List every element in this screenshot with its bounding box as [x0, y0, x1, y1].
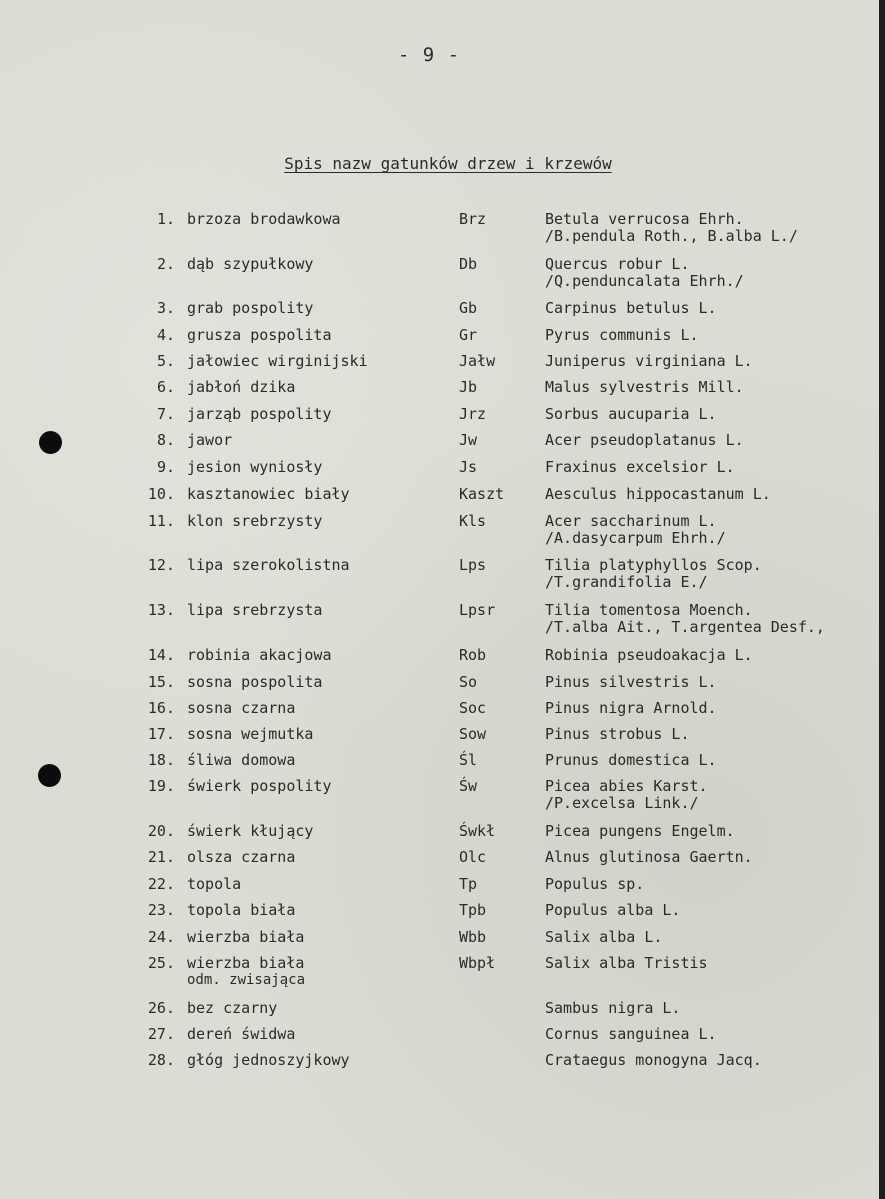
species-abbreviation: Soc — [459, 699, 487, 717]
latin-name — [545, 327, 699, 344]
latin-name — [545, 1000, 680, 1017]
species-abbreviation: Lpsr — [459, 601, 496, 619]
latin-name — [545, 700, 717, 717]
polish-name — [187, 726, 313, 743]
species-number: 21. — [147, 848, 175, 866]
latin-name-text: Picea pungens Engelm. — [545, 822, 735, 840]
species-abbreviation: Kaszt — [459, 485, 505, 503]
species-number: 15. — [147, 673, 175, 691]
species-number: 18. — [147, 751, 175, 769]
polish-name-text: klon srebrzysty — [187, 512, 323, 530]
polish-name — [187, 557, 350, 574]
latin-name-text: Betula verrucosa Ehrh. — [545, 210, 744, 228]
polish-name — [187, 1052, 350, 1069]
species-abbreviation: Śwkł — [459, 822, 496, 840]
polish-name — [187, 256, 313, 273]
polish-name — [187, 300, 313, 317]
latin-name-text: Aesculus hippocastanum L. — [545, 485, 771, 503]
latin-name — [545, 211, 798, 245]
latin-synonym: /A.dasycarpum Ehrh./ — [545, 529, 726, 547]
species-number: 19. — [147, 777, 175, 795]
page-number: - 9 - — [397, 44, 461, 66]
latin-name-text: Juniperus virginiana L. — [545, 352, 753, 370]
species-number: 26. — [147, 999, 175, 1017]
latin-name — [545, 752, 717, 769]
latin-name-text: Populus sp. — [545, 875, 645, 893]
polish-name-text: lipa szerokolistna — [187, 556, 350, 574]
latin-name — [545, 406, 717, 423]
species-number: 4. — [156, 326, 175, 344]
species-number: 10. — [147, 485, 175, 503]
latin-name — [545, 647, 753, 664]
polish-name-text: grab pospolity — [187, 299, 314, 317]
species-number: 6. — [156, 378, 175, 396]
polish-name — [187, 752, 295, 769]
latin-name-text: Alnus glutinosa Gaertn. — [545, 848, 753, 866]
species-abbreviation: Wbpł — [459, 954, 496, 972]
polish-name-text: topola biała — [187, 901, 296, 919]
polish-name — [187, 432, 232, 449]
latin-name — [545, 1026, 717, 1043]
species-number: 28. — [147, 1051, 175, 1069]
species-abbreviation: Jw — [459, 431, 478, 449]
page-title: Spis nazw gatunków drzew i krzewów — [284, 154, 612, 173]
species-abbreviation: Św — [459, 777, 478, 795]
species-abbreviation: Jałw — [459, 352, 496, 370]
species-number: 23. — [147, 901, 175, 919]
polish-name-variant: odm. zwisająca — [187, 972, 306, 988]
species-abbreviation: Tp — [459, 875, 478, 893]
latin-synonym: /Q.penduncalata Ehrh./ — [545, 272, 744, 290]
latin-name-text: Robinia pseudoakacja L. — [545, 646, 753, 664]
latin-name-text: Tilia platyphyllos Scop. — [545, 556, 762, 574]
latin-name — [545, 778, 708, 812]
polish-name — [187, 327, 332, 344]
latin-name — [545, 602, 825, 636]
polish-name — [187, 955, 305, 989]
latin-name — [545, 902, 680, 919]
polish-name — [187, 778, 332, 795]
polish-name-text: kasztanowiec biały — [187, 485, 350, 503]
species-number: 7. — [156, 405, 175, 423]
polish-name — [187, 459, 322, 476]
species-abbreviation: Jb — [459, 378, 478, 396]
latin-name-text: Picea abies Karst. — [545, 777, 708, 795]
polish-name-text: lipa srebrzysta — [187, 601, 323, 619]
latin-name — [545, 876, 644, 893]
latin-name — [545, 955, 708, 972]
polish-name-text: dereń świdwa — [187, 1025, 296, 1043]
polish-name — [187, 902, 295, 919]
species-abbreviation: Śl — [459, 751, 478, 769]
latin-name-text: Malus sylvestris Mill. — [545, 378, 744, 396]
latin-name — [545, 379, 744, 396]
latin-name-text: Crataegus monogyna Jacq. — [545, 1051, 762, 1069]
latin-name-text: Carpinus betulus L. — [545, 299, 717, 317]
latin-name-text: Salix alba Tristis — [545, 954, 708, 972]
polish-name — [187, 1026, 295, 1043]
species-number: 12. — [147, 556, 175, 574]
species-number: 25. — [147, 954, 175, 972]
polish-name-text: śliwa domowa — [187, 751, 296, 769]
species-abbreviation: Tpb — [459, 901, 487, 919]
species-abbreviation: So — [459, 673, 478, 691]
latin-name — [545, 353, 753, 370]
polish-name-text: topola — [187, 875, 242, 893]
polish-name — [187, 379, 295, 396]
latin-name — [545, 823, 735, 840]
species-abbreviation: Brz — [459, 210, 487, 228]
latin-name-text: Sambus nigra L. — [545, 999, 681, 1017]
polish-name-text: jałowiec wirginijski — [187, 352, 368, 370]
polish-name — [187, 211, 341, 228]
latin-name — [545, 486, 771, 503]
species-number: 3. — [156, 299, 175, 317]
latin-name-text: Pinus silvestris L. — [545, 673, 717, 691]
polish-name-text: jesion wyniosły — [187, 458, 323, 476]
species-abbreviation: Gr — [459, 326, 478, 344]
polish-name-text: jawor — [187, 431, 233, 449]
polish-name-text: świerk kłujący — [187, 822, 314, 840]
species-number: 13. — [147, 601, 175, 619]
latin-name — [545, 557, 762, 591]
species-number: 1. — [156, 210, 175, 228]
polish-name-text: świerk pospolity — [187, 777, 332, 795]
latin-name-text: Salix alba L. — [545, 928, 663, 946]
polish-name — [187, 849, 295, 866]
polish-name-text: brzoza brodawkowa — [187, 210, 341, 228]
species-number: 17. — [147, 725, 175, 743]
polish-name-text: bez czarny — [187, 999, 278, 1017]
polish-name-text: dąb szypułkowy — [187, 255, 314, 273]
polish-name — [187, 876, 241, 893]
latin-name-text: Pinus strobus L. — [545, 725, 690, 743]
latin-name — [545, 300, 717, 317]
polish-name-text: wierzba biała — [187, 954, 305, 972]
species-number: 2. — [156, 255, 175, 273]
latin-name-text: Acer saccharinum L. — [545, 512, 717, 530]
latin-name-text: Tilia tomentosa Moench. — [545, 601, 753, 619]
latin-name — [545, 726, 690, 743]
species-abbreviation: Olc — [459, 848, 487, 866]
polish-name — [187, 929, 304, 946]
polish-name — [187, 486, 350, 503]
latin-name — [545, 513, 726, 547]
species-number: 20. — [147, 822, 175, 840]
latin-name-text: Pinus nigra Arnold. — [545, 699, 717, 717]
latin-name — [545, 432, 744, 449]
species-number: 5. — [156, 352, 175, 370]
species-number: 9. — [156, 458, 175, 476]
polish-name — [187, 647, 332, 664]
polish-name-text: grusza pospolita — [187, 326, 332, 344]
polish-name-text: sosna wejmutka — [187, 725, 314, 743]
latin-name-text: Acer pseudoplatanus L. — [545, 431, 744, 449]
polish-name — [187, 602, 322, 619]
polish-name — [187, 700, 295, 717]
species-abbreviation: Rob — [459, 646, 487, 664]
latin-name — [545, 849, 753, 866]
polish-name — [187, 513, 322, 530]
species-number: 24. — [147, 928, 175, 946]
species-number: 8. — [156, 431, 175, 449]
latin-synonym: /P.excelsa Link./ — [545, 794, 699, 812]
latin-name-text: Fraxinus excelsior L. — [545, 458, 735, 476]
latin-name-text: Cornus sanguinea L. — [545, 1025, 717, 1043]
polish-name — [187, 823, 313, 840]
latin-name-text: Sorbus aucuparia L. — [545, 405, 717, 423]
species-abbreviation: Lps — [459, 556, 487, 574]
latin-name — [545, 459, 735, 476]
polish-name-text: głóg jednoszyjkowy — [187, 1051, 350, 1069]
species-number: 16. — [147, 699, 175, 717]
species-abbreviation: Js — [459, 458, 478, 476]
polish-name — [187, 353, 368, 370]
species-number: 27. — [147, 1025, 175, 1043]
polish-name-text: olsza czarna — [187, 848, 296, 866]
species-abbreviation: Sow — [459, 725, 487, 743]
latin-name — [545, 256, 744, 290]
polish-name-text: jarząb pospolity — [187, 405, 332, 423]
latin-name-text: Prunus domestica L. — [545, 751, 717, 769]
species-abbreviation: Kls — [459, 512, 487, 530]
latin-synonym: /B.pendula Roth., B.alba L./ — [545, 227, 798, 245]
species-number: 22. — [147, 875, 175, 893]
species-abbreviation: Jrz — [459, 405, 487, 423]
species-number: 11. — [147, 512, 175, 530]
latin-name-text: Quercus robur L. — [545, 255, 690, 273]
species-abbreviation: Gb — [459, 299, 478, 317]
polish-name — [187, 406, 332, 423]
polish-name-text: robinia akacjowa — [187, 646, 332, 664]
latin-name — [545, 1052, 762, 1069]
species-number: 14. — [147, 646, 175, 664]
polish-name-text: sosna pospolita — [187, 673, 323, 691]
species-abbreviation: Db — [459, 255, 478, 273]
polish-name — [187, 1000, 277, 1017]
polish-name-text: wierzba biała — [187, 928, 305, 946]
polish-name-text: jabłoń dzika — [187, 378, 296, 396]
latin-name — [545, 674, 717, 691]
species-abbreviation: Wbb — [459, 928, 487, 946]
latin-synonym: /T.alba Ait., T.argentea Desf., — [545, 618, 825, 636]
latin-synonym: /T.grandifolia E./ — [545, 573, 708, 591]
polish-name — [187, 674, 322, 691]
latin-name-text: Populus alba L. — [545, 901, 681, 919]
latin-name-text: Pyrus communis L. — [545, 326, 699, 344]
polish-name-text: sosna czarna — [187, 699, 296, 717]
latin-name — [545, 929, 662, 946]
